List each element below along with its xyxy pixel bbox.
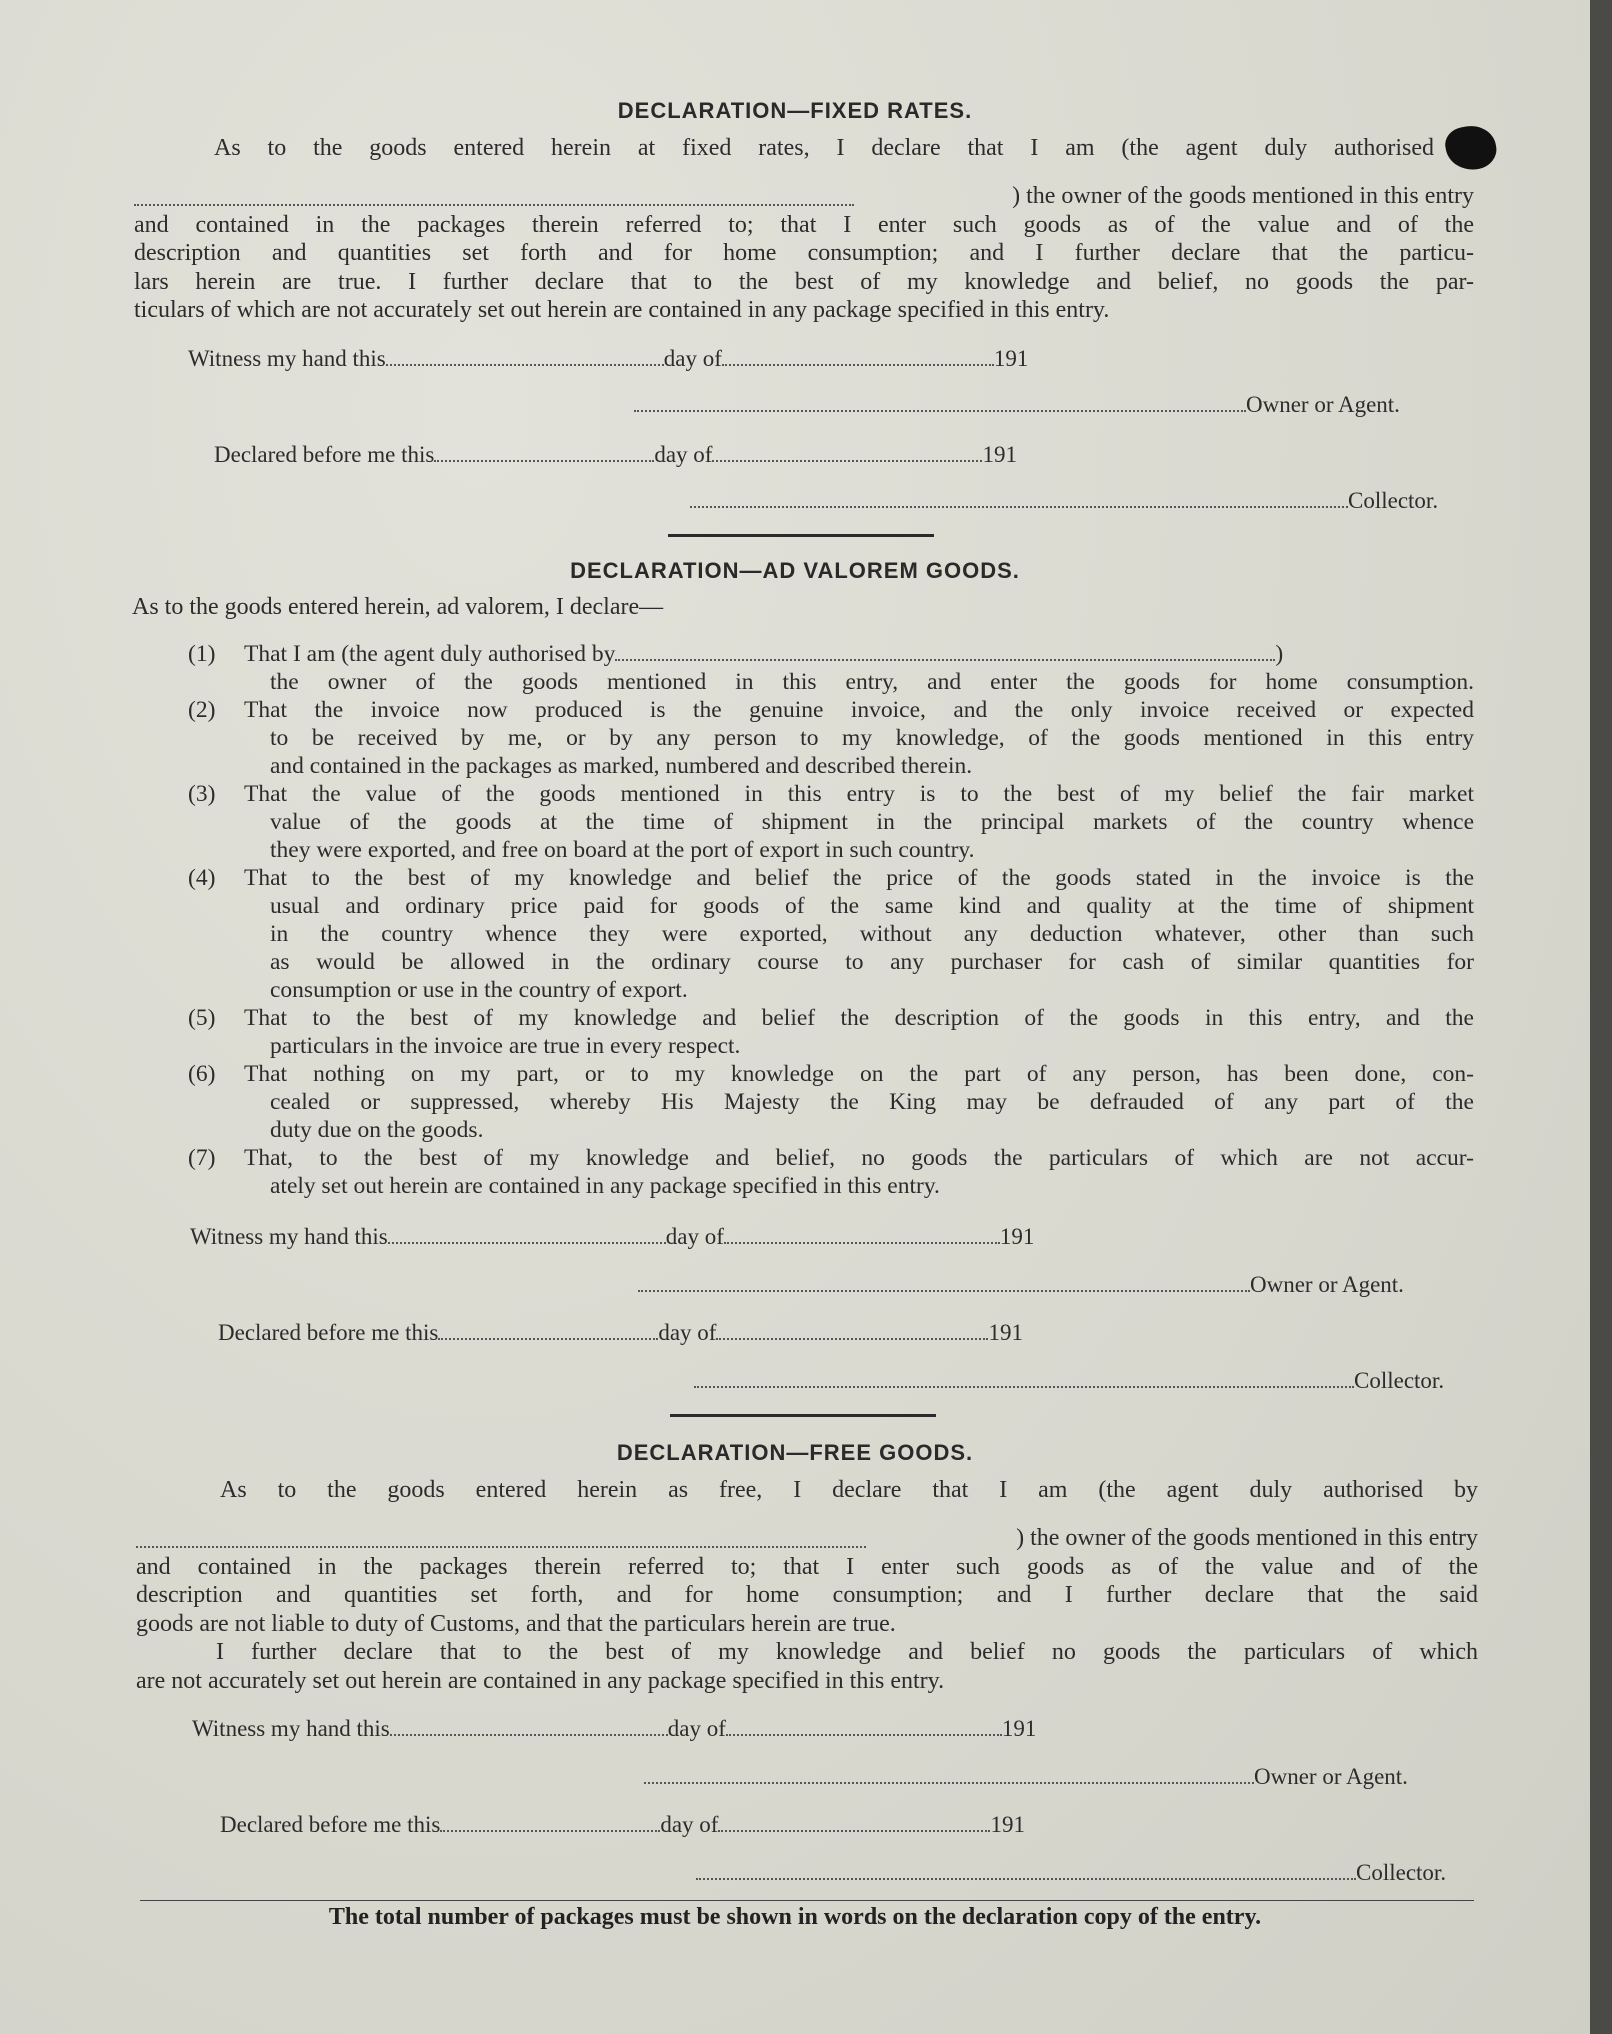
item-2-line-3: and contained in the packages as marked, numbered and described therein. — [270, 753, 973, 779]
fixed-line-4: description and quantities set forth and for home consumption; and I further declare that the particu- — [134, 240, 1474, 266]
collector-label: Collector. — [1356, 1860, 1447, 1885]
fixed-collector-line — [690, 488, 1438, 514]
section-divider — [668, 534, 934, 537]
fixed-witness-line — [188, 346, 1028, 372]
year-label: 191 — [993, 346, 1029, 371]
free-line-2-wrap — [136, 1524, 1478, 1553]
day-of-label: day of — [660, 1812, 719, 1837]
footer-rule — [140, 1900, 1474, 1901]
item-7 — [188, 1144, 1474, 1200]
item-3-line-3: they were exported, and free on board at the port of export in such country. — [270, 837, 975, 863]
item-number: (2) — [188, 697, 216, 723]
adval-owner-line — [638, 1272, 1404, 1298]
item-4-line-3: in the country whence they were exported, without any deduction whatever, other than such — [270, 921, 1474, 947]
item-number: (4) — [188, 865, 216, 891]
footer-note: The total number of packages must be shown in words on the declaration copy of the entry. — [328, 1904, 1262, 1930]
item-1-line-2: the owner of the goods mentioned in this entry, and enter the goods for home consumption. — [270, 669, 1474, 695]
day-of-label: day of — [665, 1224, 724, 1249]
free-witness-line — [192, 1716, 1036, 1742]
ad-valorem-heading: DECLARATION—AD VALOREM GOODS. — [570, 558, 1020, 583]
fixed-line-2: ) the owner of the goods mentioned in this entry — [1012, 183, 1474, 209]
item-number: (7) — [188, 1145, 216, 1171]
ad-valorem-intro: As to the goods entered herein, ad valorem, I declare— — [132, 594, 664, 620]
item-number: (6) — [188, 1061, 216, 1087]
collector-label: Collector. — [1354, 1368, 1445, 1393]
witness-month-blank[interactable] — [726, 1716, 1002, 1736]
item-4-line-2: usual and ordinary price paid for goods of the same kind and quality at the time of shipment — [270, 893, 1474, 919]
item-2-line-2: to be received by me, or by any person to my knowledge, of the goods mentioned in this entry — [270, 725, 1474, 751]
day-of-label: day of — [667, 1716, 726, 1741]
collector-label: Collector. — [1348, 488, 1439, 513]
fixed-declared-line — [214, 442, 1017, 468]
free-line-7: are not accurately set out herein are contained in any package specified in this entry. — [136, 1667, 945, 1694]
item-4-line-5: consumption or use in the country of export. — [270, 977, 688, 1003]
year-label: 191 — [999, 1224, 1035, 1249]
authorised-by-blank[interactable] — [134, 186, 854, 206]
item-number: (5) — [188, 1005, 216, 1031]
witness-day-blank[interactable] — [390, 1716, 668, 1736]
declared-day-blank[interactable] — [440, 1812, 660, 1832]
fixed-line-3: and contained in the packages therein referred to; that I enter such goods as of the value and of the — [134, 211, 1474, 238]
free-line-3: and contained in the packages therein referred to; that I enter such goods as of the value and of the — [136, 1553, 1478, 1580]
witness-label: Witness my hand this — [190, 1224, 388, 1249]
fixed-rates-paragraph-2 — [134, 182, 1474, 325]
item-5 — [188, 1004, 1474, 1060]
free-goods-paragraph — [220, 1476, 1478, 1505]
ink-blot — [1443, 122, 1500, 174]
owner-signature-blank[interactable] — [638, 1272, 1250, 1292]
free-owner-line — [644, 1764, 1408, 1790]
declared-month-blank[interactable] — [716, 1320, 988, 1340]
item-6 — [188, 1060, 1474, 1144]
free-line-1: As to the goods entered herein as free, I declare that I am (the agent duly authorised by — [220, 1477, 1478, 1503]
witness-label: Witness my hand this — [192, 1716, 390, 1741]
authorised-by-blank[interactable] — [615, 641, 1275, 661]
item-number: (1) — [188, 641, 216, 667]
item-6-line-2: cealed or suppressed, whereby His Majesty the King may be defrauded of any part of the — [270, 1089, 1474, 1115]
collector-signature-blank[interactable] — [690, 488, 1348, 508]
fixed-line-6: ticulars of which are not accurately set out herein are contained in any package specified in this entry. — [134, 297, 1110, 323]
item-4-line-4: as would be allowed in the ordinary course to any purchaser for cash of similar quantities for — [270, 949, 1474, 975]
declared-day-blank[interactable] — [438, 1320, 658, 1340]
witness-day-blank[interactable] — [386, 346, 664, 366]
item-7-line-1: That, to the best of my knowledge and belief, no goods the particulars of which are not accur- — [244, 1145, 1474, 1171]
item-1 — [188, 640, 1474, 696]
witness-month-blank[interactable] — [724, 1224, 1000, 1244]
collector-signature-blank[interactable] — [696, 1860, 1356, 1880]
section-divider — [670, 1414, 936, 1417]
year-label: 191 — [1001, 1716, 1037, 1741]
free-line-2: ) the owner of the goods mentioned in this entry — [1016, 1525, 1478, 1551]
free-goods-heading: DECLARATION—FREE GOODS. — [616, 1440, 974, 1465]
declared-day-blank[interactable] — [434, 442, 654, 462]
declared-label: Declared before me this — [214, 442, 435, 467]
item-3-line-2: value of the goods at the time of shipment in the principal markets of the country whence — [270, 809, 1474, 835]
item-4 — [188, 864, 1474, 1004]
item-2-line-1: That the invoice now produced is the genuine invoice, and the only invoice received or expected — [244, 697, 1474, 723]
collector-signature-blank[interactable] — [694, 1368, 1354, 1388]
fixed-line-2-wrap — [134, 182, 1474, 211]
item-4-line-1: That to the best of my knowledge and belief the price of the goods stated in the invoice is the — [244, 865, 1474, 891]
declared-month-blank[interactable] — [712, 442, 982, 462]
owner-signature-blank[interactable] — [634, 392, 1246, 412]
free-goods-paragraph-2 — [136, 1524, 1478, 1695]
item-6-line-1: That nothing on my part, or to my knowledge on the part of any person, has been done, con- — [244, 1061, 1474, 1087]
year-label: 191 — [990, 1812, 1025, 1837]
owner-label: Owner or Agent. — [1254, 1764, 1408, 1789]
witness-month-blank[interactable] — [722, 346, 994, 366]
page-edge — [1590, 0, 1612, 2034]
free-collector-line — [696, 1860, 1446, 1886]
item-2 — [188, 696, 1474, 780]
authorised-by-blank[interactable] — [136, 1528, 866, 1548]
item-1-line-1-wrap: That I am (the agent duly authorised by ) — [244, 641, 1284, 667]
item-5-line-1: That to the best of my knowledge and belief the description of the goods in this entry, and the — [244, 1005, 1474, 1031]
free-declared-line — [220, 1812, 1025, 1838]
declared-label: Declared before me this — [218, 1320, 439, 1345]
adval-witness-line — [190, 1224, 1034, 1250]
day-of-label: day of — [658, 1320, 717, 1345]
item-3-line-1: That the value of the goods mentioned in this entry is to the best of my belief the fair market — [244, 781, 1474, 807]
item-5-line-2: particulars in the invoice are true in every respect. — [270, 1033, 741, 1059]
declared-label: Declared before me this — [220, 1812, 441, 1837]
fixed-line-1: As to the goods entered herein at fixed rates, I declare that I am (the agent duly authorised — [214, 135, 1434, 161]
item-7-line-2: ately set out herein are contained in any package specified in this entry. — [270, 1173, 940, 1199]
owner-label: Owner or Agent. — [1250, 1272, 1404, 1297]
free-line-6: I further declare that to the best of my knowledge and belief no goods the particulars of which — [216, 1639, 1478, 1665]
free-line-5: goods are not liable to duty of Customs, and that the particulars herein are true. — [136, 1610, 896, 1637]
owner-signature-blank[interactable] — [644, 1764, 1254, 1784]
fixed-rates-heading: DECLARATION—FIXED RATES. — [617, 98, 973, 123]
free-line-4: description and quantities set forth, and for home consumption; and I further declare that the said — [136, 1582, 1478, 1608]
item-1-line-1: That I am (the agent duly authorised by — [244, 641, 616, 667]
year-label: 191 — [982, 442, 1017, 467]
item-number: (3) — [188, 781, 216, 807]
witness-label: Witness my hand this — [188, 346, 386, 371]
fixed-owner-line — [634, 392, 1400, 418]
adval-collector-line — [694, 1368, 1444, 1394]
day-of-label: day of — [663, 346, 722, 371]
fixed-rates-paragraph — [214, 134, 1434, 163]
witness-day-blank[interactable] — [388, 1224, 666, 1244]
item-6-line-3: duty due on the goods. — [270, 1117, 484, 1143]
day-of-label: day of — [654, 442, 713, 467]
declared-month-blank[interactable] — [718, 1812, 990, 1832]
fixed-line-5: lars herein are true. I further declare that to the best of my knowledge and belief, no goods the par- — [134, 268, 1474, 295]
owner-label: Owner or Agent. — [1246, 392, 1400, 417]
year-label: 191 — [988, 1320, 1023, 1345]
adval-declared-line — [218, 1320, 1023, 1346]
item-3 — [188, 780, 1474, 864]
